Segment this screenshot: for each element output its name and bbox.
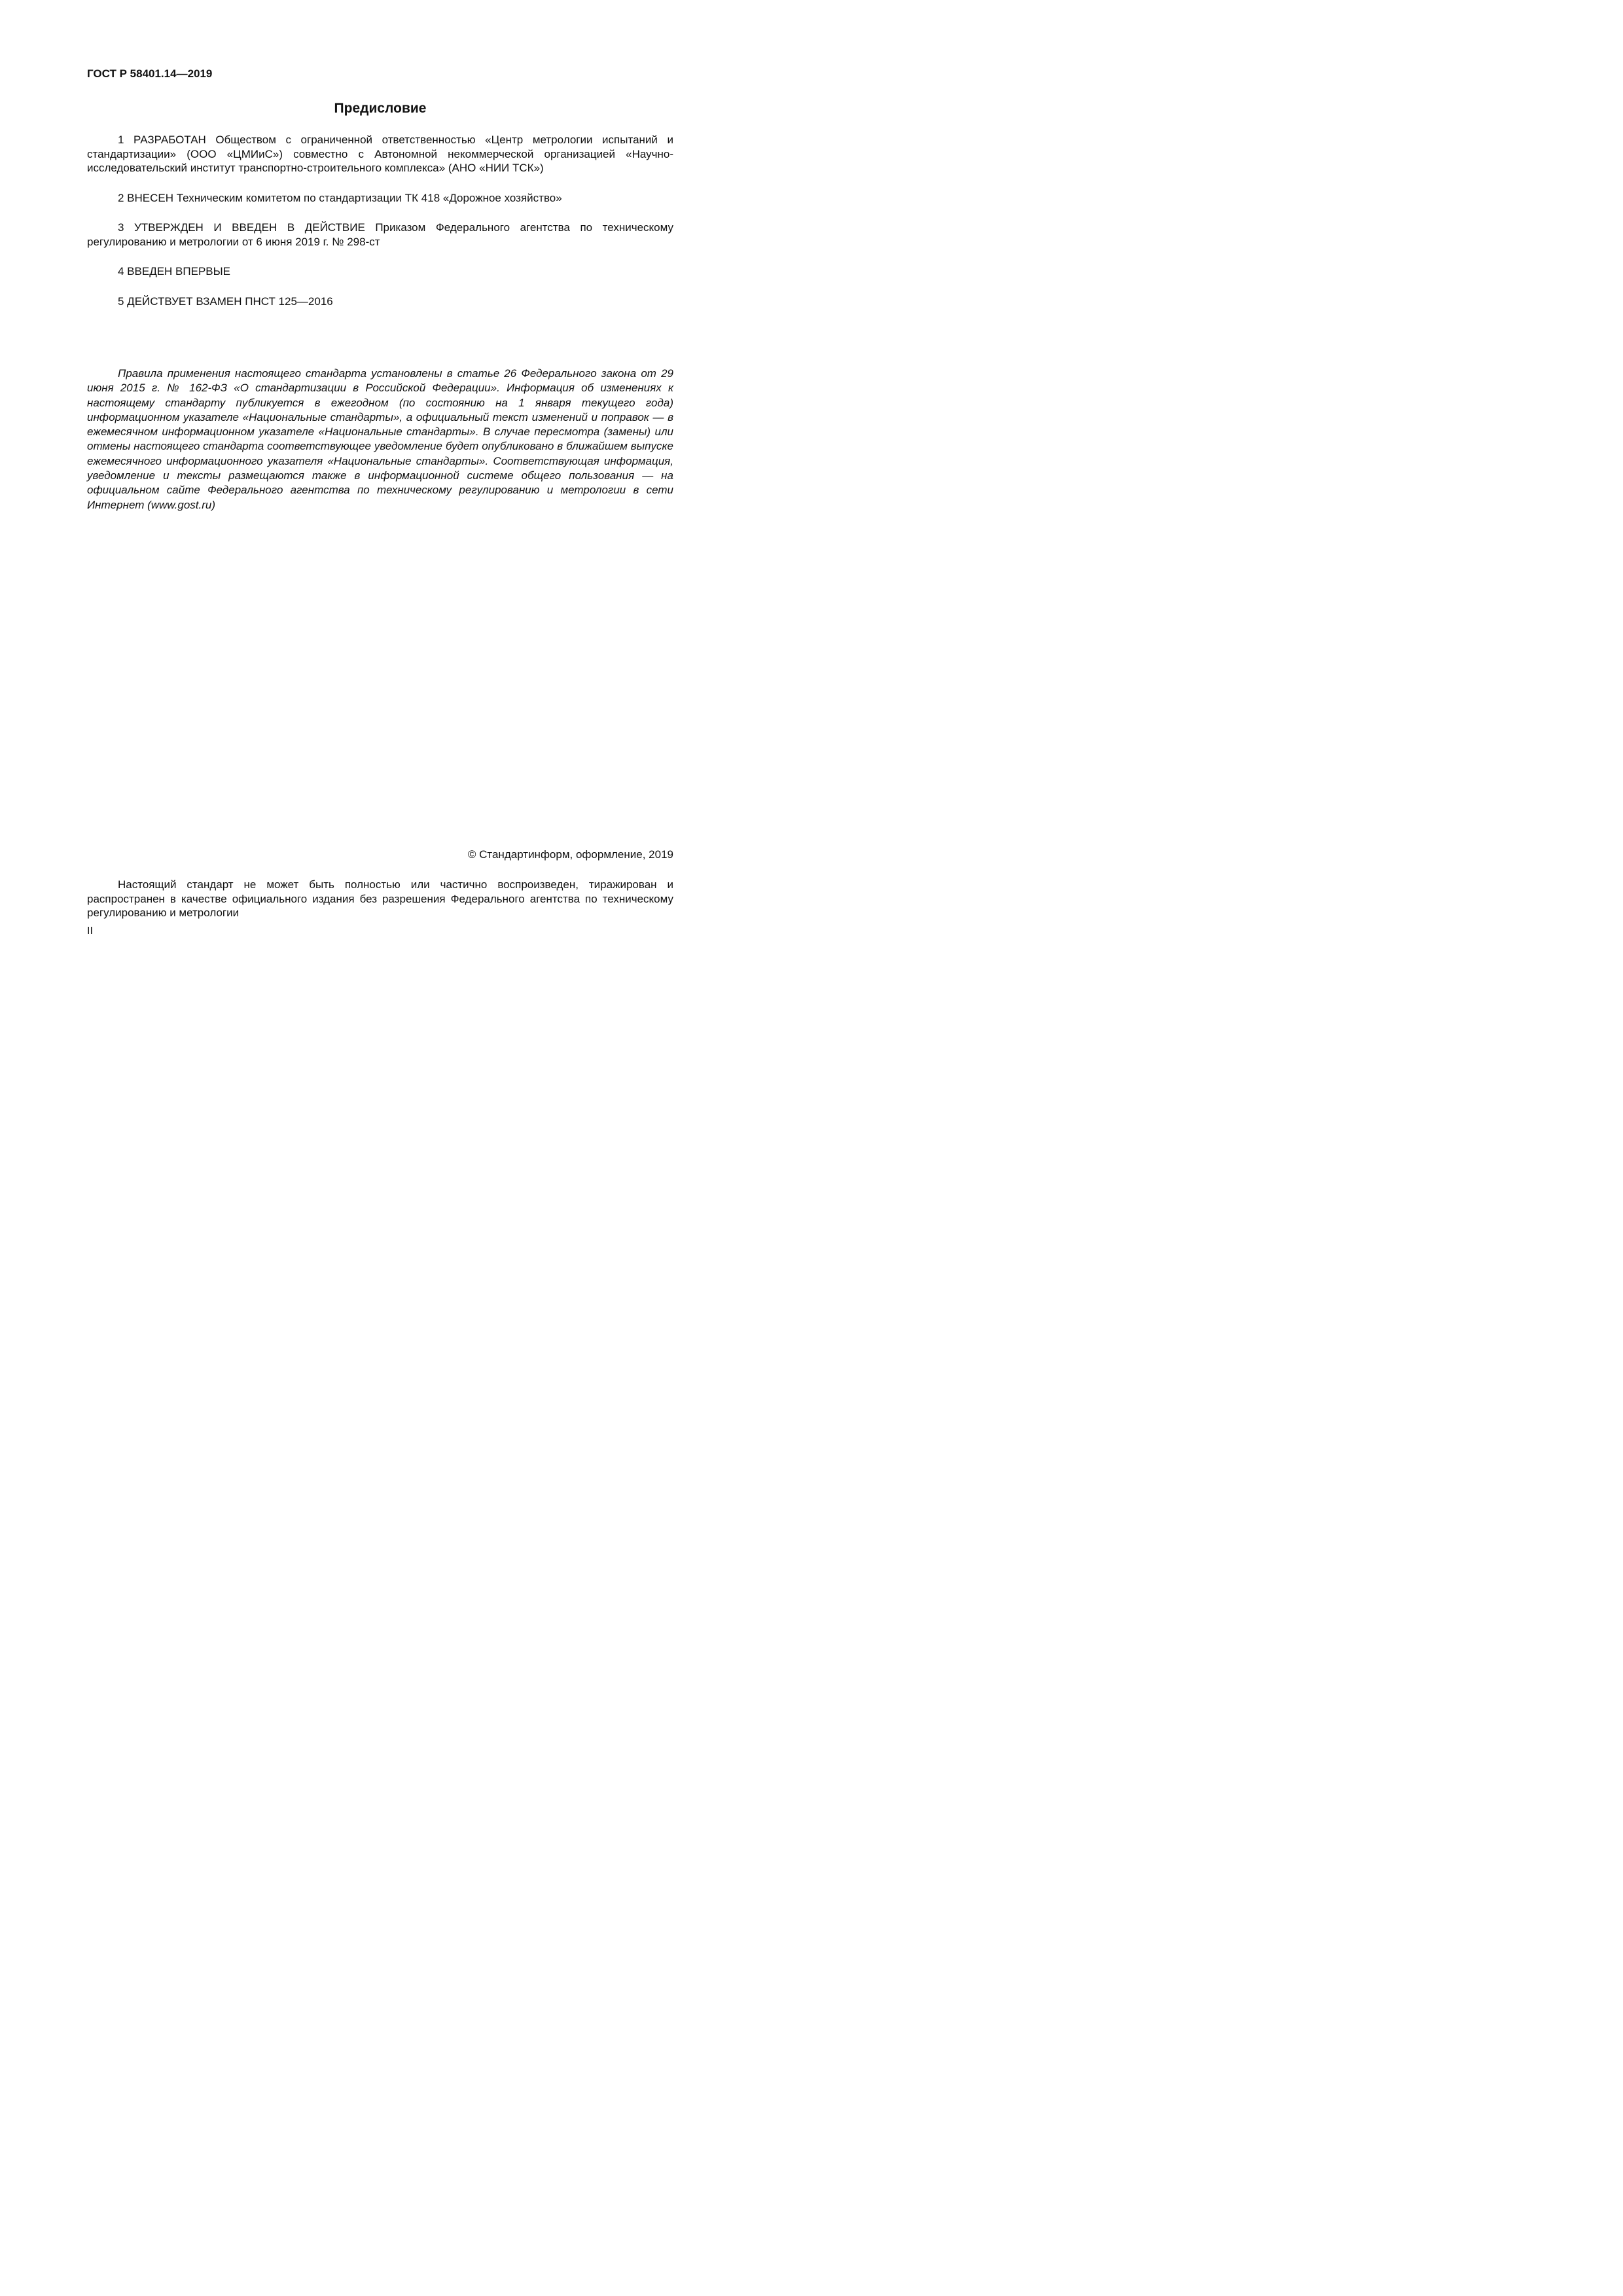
reproduction-notice: Настоящий стандарт не может быть полностью или частично воспроизведен, тиражирован и распространен в качестве официального издания без разрешения Федерального агентства по техническому регулированию и метрологии	[87, 878, 673, 920]
foreword-title: Предисловие	[334, 101, 427, 116]
application-rules-note: Правила применения настоящего стандарта установлены в статье 26 Федерального закона от 29 июня 2015 г. № 162-ФЗ «О стандартизации в Российской Федерации». Информация об изменениях к настоящему стандарту публикуется в ежегодном (по состоянию на 1 января текущего года) информационном указателе «Национальные стандарты», а официальный текст изменений и поправок — в ежемесячном информационном указателе «Национальные стандарты». В случае пересмотра (замены) или отмены настоящего стандарта соответствующее уведомление будет опубликовано в ближайшем выпуске ежемесячного информационного указателя «Национальные стандарты». Соответствующая информация, уведомление и тексты размещаются также в информационной системе общего пользования — на официальном сайте Федерального агентства по техническому регулированию и метрологии в сети Интернет (www.gost.ru)	[87, 367, 673, 511]
foreword-item-introduced: 2 ВНЕСЕН Техническим комитетом по стандартизации ТК 418 «Дорожное хозяйство»	[118, 192, 562, 204]
document-code: ГОСТ Р 58401.14—2019	[87, 67, 213, 80]
copyright-line: © Стандартинформ, оформление, 2019	[467, 848, 673, 861]
foreword-item-first-introduced: 4 ВВЕДЕН ВПЕРВЫЕ	[118, 265, 231, 278]
document-page	[0, 0, 721, 1020]
foreword-item-replaces: 5 ДЕЙСТВУЕТ ВЗАМЕН ПНСТ 125—2016	[118, 295, 333, 308]
foreword-item-developed: 1 РАЗРАБОТАН Обществом с ограниченной ответственностью «Центр метрологии испытаний и стандартизации» (ООО «ЦМИиС») совместно с Автономной некоммерческой организацией «Научно-исследовательский институт транспортно-строительного комплекса» (АНО «НИИ ТСК»)	[87, 134, 673, 175]
page-number: II	[87, 925, 93, 937]
foreword-item-approved: 3 УТВЕРЖДЕН И ВВЕДЕН В ДЕЙСТВИЕ Приказом Федерального агентства по техническому регулированию и метрологии от 6 июня 2019 г. № 298-ст	[87, 221, 673, 248]
